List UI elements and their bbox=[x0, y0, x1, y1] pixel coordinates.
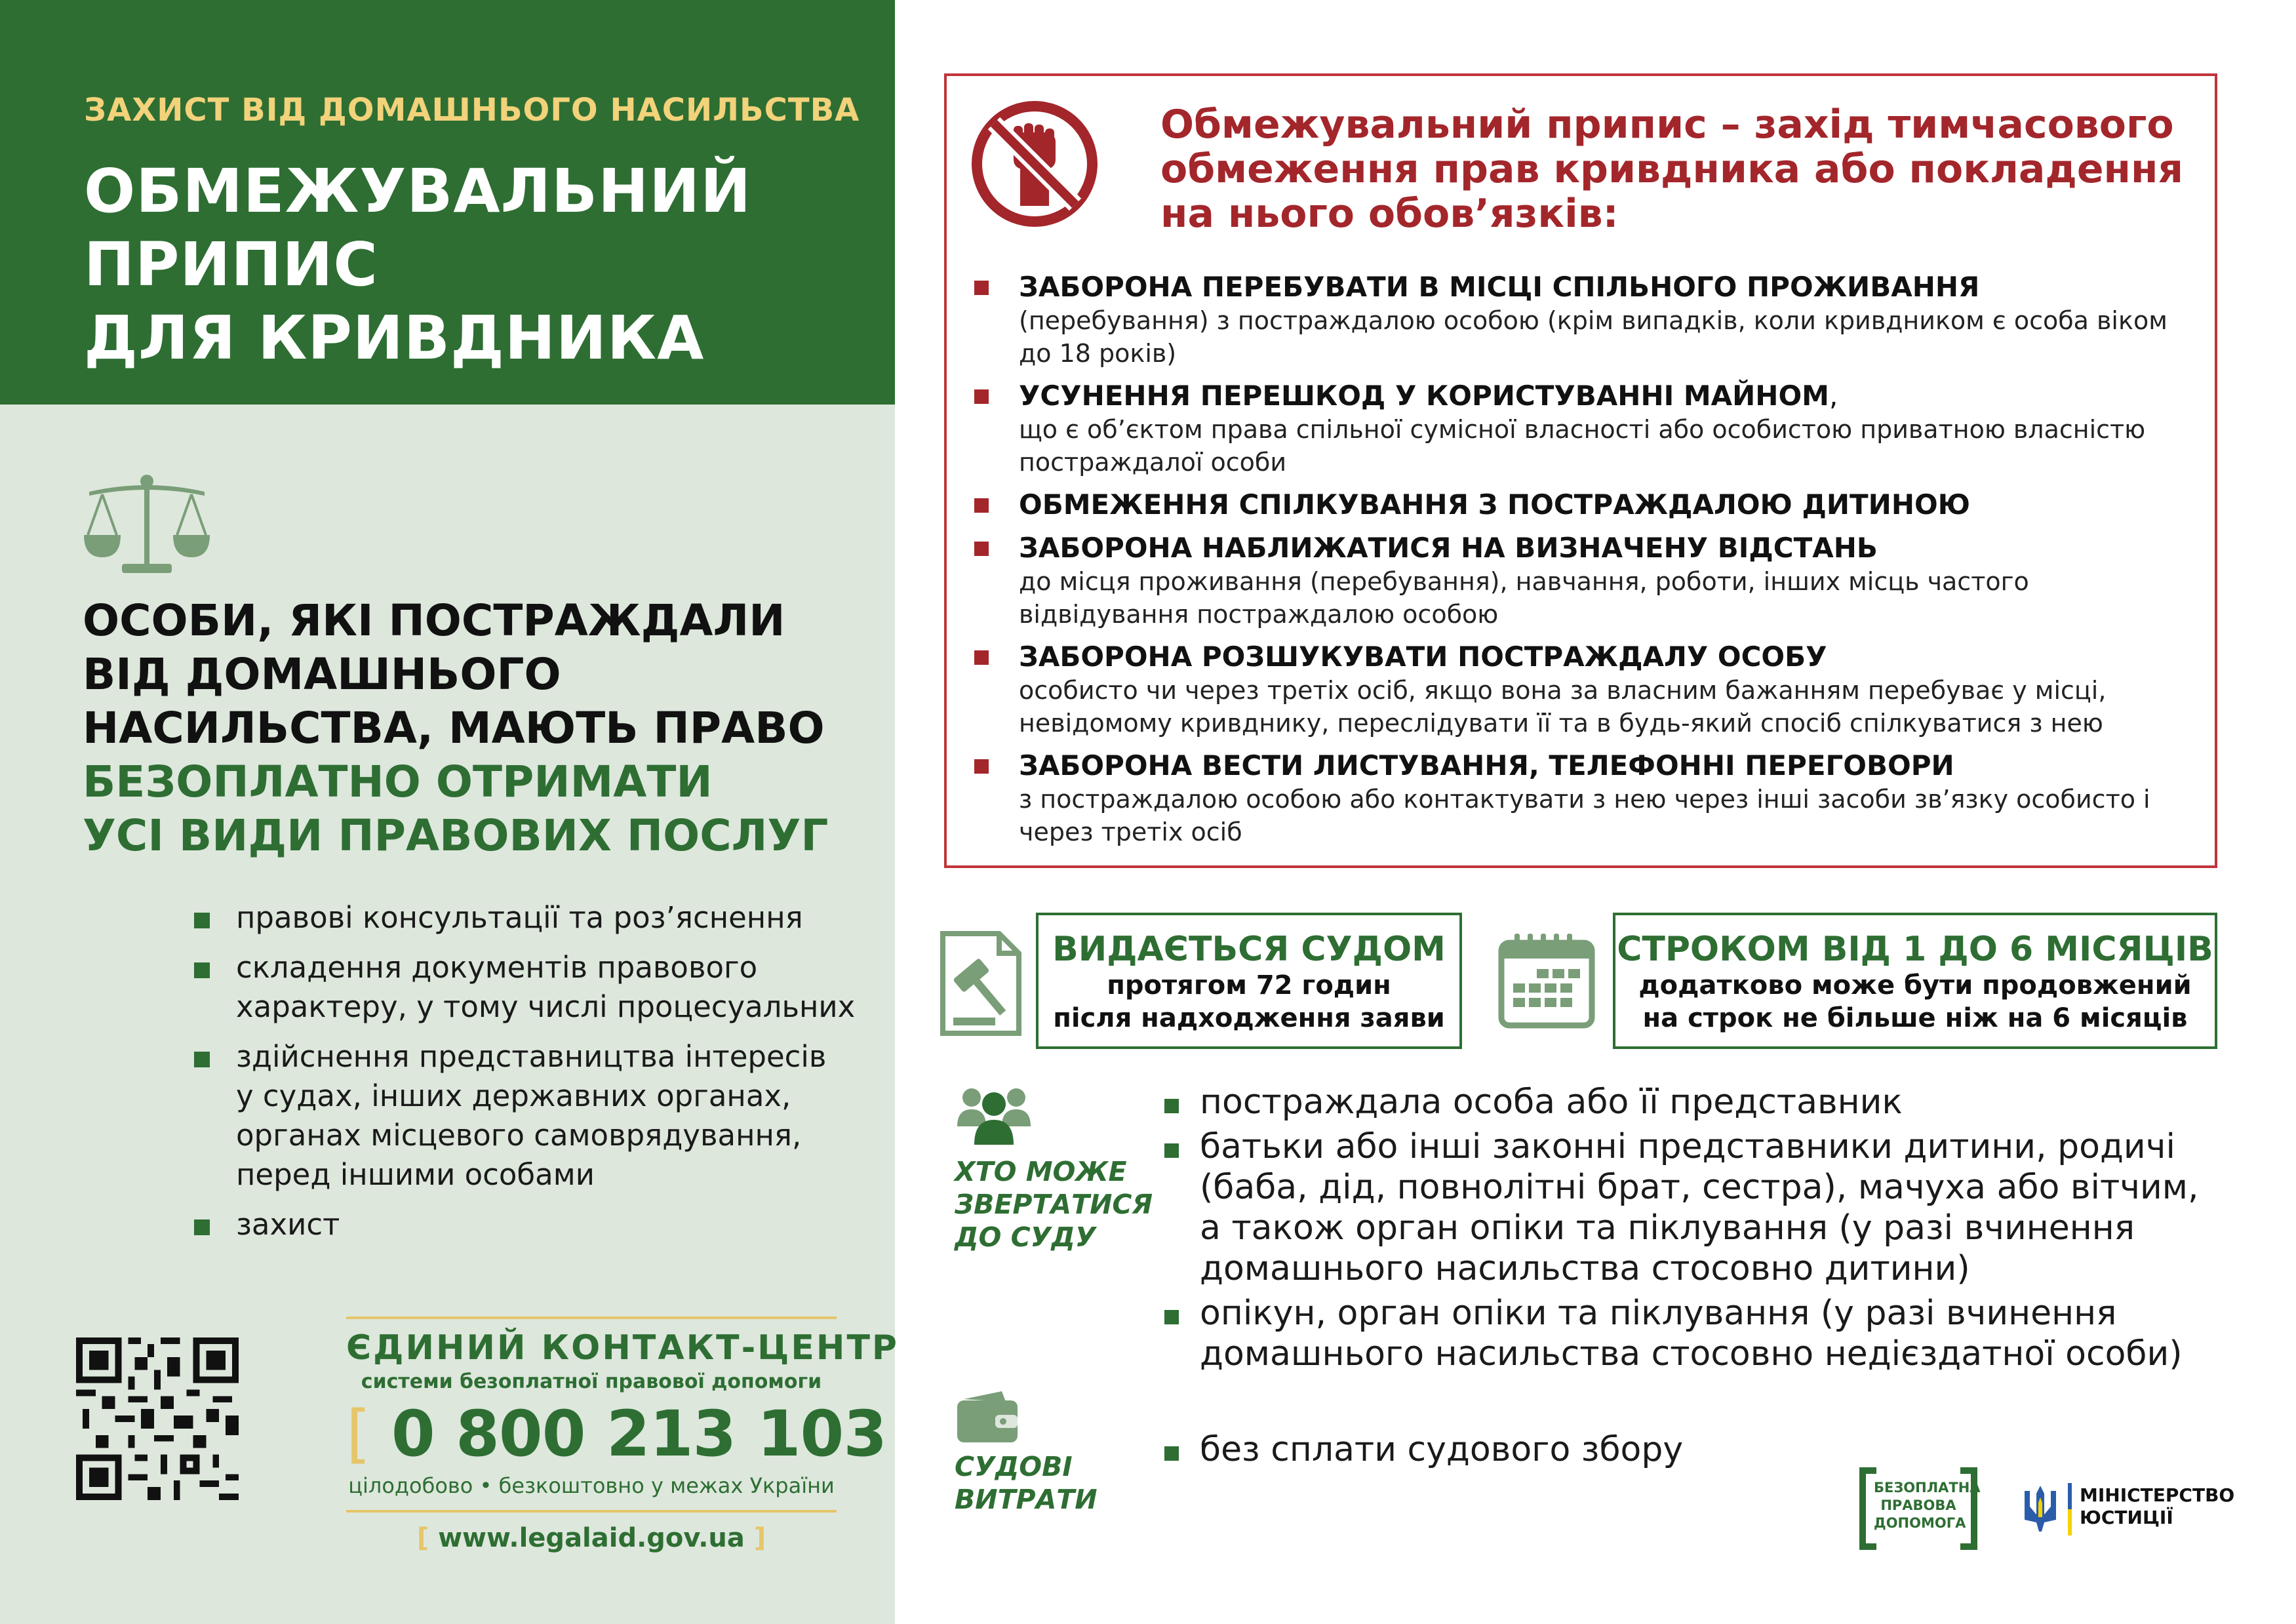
service-text: захист bbox=[236, 1207, 340, 1242]
label-line: ХТО МОЖЕ bbox=[955, 1156, 1127, 1187]
term-line: додатково може бути продовжений bbox=[1638, 970, 2192, 1000]
rights-line-highlight: УСІ ВИДИ ПРАВОВИХ ПОСЛУГ bbox=[83, 810, 829, 861]
restriction-title: УСУНЕННЯ ПЕРЕШКОД У КОРИСТУВАННІ МАЙНОМ bbox=[1019, 380, 1829, 412]
list-text: домашнього насильства стосовно дитини) bbox=[1200, 1249, 1970, 1288]
who-may-apply-list bbox=[1164, 1082, 2199, 1378]
restriction-title: ЗАБОРОНА РОЗШУКУВАТИ ПОСТРАЖДАЛУ ОСОБУ bbox=[1019, 641, 1827, 673]
logo-text bbox=[2080, 1484, 2234, 1529]
kicker: ЗАХИСТ ВІД ДОМАШНЬОГО НАСИЛЬСТВА bbox=[84, 92, 860, 129]
logo-line: ЮСТИЦІЇ bbox=[2080, 1507, 2173, 1528]
restriction-title-suffix: , bbox=[1829, 380, 1838, 412]
list-item bbox=[194, 1037, 855, 1195]
restriction-desc: що є об’єктом права спільної сумісної власності або особистою приватною власністю bbox=[1019, 415, 2146, 444]
heading-line: на нього обов’язків: bbox=[1160, 191, 1619, 237]
list-item bbox=[970, 488, 2167, 522]
restriction-title: ЗАБОРОНА ВЕСТИ ЛИСТУВАННЯ, ТЕЛЕФОННІ ПЕРЕГОВОРИ bbox=[1019, 749, 1954, 782]
court-issue-box bbox=[1036, 913, 1462, 1049]
list-item: без сплати судового збору bbox=[1164, 1429, 1683, 1470]
service-text: органах місцевого самоврядування, bbox=[236, 1118, 802, 1153]
restriction-desc: невідомому кривднику, переслідувати її та в будь-який спосіб спілкуватися з нею bbox=[1019, 709, 2103, 738]
header-banner bbox=[0, 0, 895, 405]
prohibited-fist-icon bbox=[970, 100, 1099, 228]
restriction-title: ЗАБОРОНА ПЕРЕБУВАТИ В МІСЦІ СПІЛЬНОГО ПРОЖИВАННЯ bbox=[1019, 271, 1980, 303]
scales-icon bbox=[83, 472, 210, 577]
title-line: ДЛЯ КРИВДНИКА bbox=[84, 303, 705, 373]
calendar-icon bbox=[1497, 931, 1596, 1029]
list-text: батьки або інші законні представники дитини, родичі bbox=[1200, 1127, 2175, 1166]
list-item bbox=[194, 1205, 855, 1244]
list-item bbox=[1164, 1082, 2199, 1122]
logo-line: МІНІСТЕРСТВО bbox=[2080, 1484, 2235, 1506]
services-list bbox=[194, 898, 855, 1255]
service-text: правові консультації та роз’яснення bbox=[236, 900, 803, 935]
page-title bbox=[84, 155, 751, 375]
ministry-of-justice-logo bbox=[2022, 1475, 2235, 1541]
list-text: домашнього насильства стосовно недієздатної особи) bbox=[1200, 1334, 2183, 1374]
list-item bbox=[970, 270, 2167, 370]
service-text: перед іншими особами bbox=[236, 1157, 595, 1192]
legal-aid-logo bbox=[1859, 1467, 1981, 1550]
website-url[interactable]: www.legalaid.gov.ua bbox=[438, 1523, 745, 1553]
contact-center bbox=[346, 1317, 900, 1553]
restrictive-order-box bbox=[944, 73, 2217, 868]
rights-statement bbox=[83, 594, 828, 863]
court-heading: ВИДАЄТЬСЯ СУДОМ bbox=[1052, 930, 1446, 969]
restriction-desc: постраждалої особи bbox=[1019, 448, 1287, 477]
website-link[interactable] bbox=[346, 1523, 837, 1553]
divider bbox=[346, 1317, 837, 1319]
list-text: а також орган опіки та піклування (у разі вчинення bbox=[1200, 1208, 2135, 1248]
label-line: ДО СУДУ bbox=[955, 1221, 1096, 1253]
service-text: у судах, інших державних органах, bbox=[236, 1079, 791, 1113]
logo-line: БЕЗОПЛАТНА bbox=[1874, 1480, 1981, 1495]
label-line: СУДОВІ bbox=[955, 1451, 1073, 1482]
restriction-desc: (перебування) з постраждалою особою (крім випадків, коли кривдником є особа віком bbox=[1019, 306, 2167, 335]
list-item bbox=[970, 379, 2167, 479]
court-line: після надходження заяви bbox=[1053, 1003, 1445, 1033]
order-heading bbox=[1160, 102, 2183, 236]
people-group-icon bbox=[955, 1080, 1033, 1146]
service-text: здійснення представництва інтересів bbox=[236, 1039, 827, 1074]
qr-code-icon[interactable] bbox=[76, 1337, 239, 1500]
term-heading: СТРОКОМ ВІД 1 ДО 6 МІСЯЦІВ bbox=[1617, 930, 2213, 969]
restriction-desc: особисто чи через третіх осіб, якщо вона за власним бажанням перебуває у місці, bbox=[1019, 676, 2107, 705]
restriction-title: ОБМЕЖЕННЯ СПІЛКУВАННЯ З ПОСТРАЖДАЛОЮ ДИТИНОЮ bbox=[1019, 488, 1970, 521]
service-text: характеру, у тому числі процесуальних bbox=[236, 989, 856, 1024]
list-item bbox=[970, 531, 2167, 631]
restriction-desc: через третіх осіб bbox=[1019, 818, 1242, 846]
list-text: постраждала особа або її представник bbox=[1200, 1082, 1903, 1122]
restrictions-list bbox=[970, 270, 2167, 858]
term-line: на строк не більше ніж на 6 місяців bbox=[1642, 1003, 2188, 1033]
bracket-right bbox=[1960, 1467, 1977, 1550]
list-text: (баба, дід, повнолітні брат, сестра), мачуха або вітчим, bbox=[1200, 1168, 2199, 1207]
rights-line: ВІД ДОМАШНЬОГО bbox=[83, 649, 561, 700]
heading-line: Обмежувальний припис – захід тимчасового bbox=[1160, 102, 2174, 148]
label-line: ВИТРАТИ bbox=[955, 1484, 1098, 1515]
list-text: опікун, орган опіки та піклування (у разі вчинення bbox=[1200, 1294, 2117, 1333]
logo-line: ДОПОМОГА bbox=[1874, 1515, 1966, 1531]
list-item bbox=[970, 640, 2167, 740]
contact-title: ЄДИНИЙ КОНТАКТ-ЦЕНТР bbox=[346, 1328, 900, 1368]
service-text: складення документів правового bbox=[236, 950, 758, 985]
list-item bbox=[194, 948, 855, 1027]
bracket-mark: [ bbox=[346, 1397, 370, 1471]
bracket-mark: [ bbox=[416, 1523, 429, 1553]
list-item bbox=[1164, 1126, 2199, 1289]
heading-line: обмеження прав кривдника або покладення bbox=[1160, 146, 2183, 192]
phone-number[interactable]: 0 800 213 103 bbox=[391, 1397, 887, 1471]
restriction-desc: з постраждалою особою або контактувати з нею через інші засоби зв’язку особисто і bbox=[1019, 785, 2150, 814]
list-item bbox=[970, 749, 2167, 848]
logo-line: ПРАВОВА bbox=[1880, 1497, 1956, 1513]
rights-line-highlight: БЕЗОПЛАТНО ОТРИМАТИ bbox=[83, 757, 713, 807]
rights-line: НАСИЛЬСТВА, МАЮТЬ ПРАВО bbox=[83, 703, 825, 753]
bracket-mark: ] bbox=[753, 1523, 766, 1553]
list-item bbox=[194, 898, 855, 938]
rights-line: ОСОБИ, ЯКІ ПОСТРАЖДАЛИ bbox=[83, 595, 785, 646]
who-may-apply-label bbox=[955, 1155, 1153, 1254]
restriction-title: ЗАБОРОНА НАБЛИЖАТИСЯ НА ВИЗНАЧЕНУ ВІДСТАНЬ bbox=[1019, 532, 1878, 564]
list-item bbox=[1164, 1293, 2199, 1374]
document-gavel-icon bbox=[939, 931, 1023, 1036]
title-line: ОБМЕЖУВАЛЬНИЙ bbox=[84, 156, 752, 226]
phone-note: цілодобово • безкоштовно у межах України bbox=[348, 1473, 835, 1498]
wallet-icon bbox=[955, 1390, 1020, 1445]
restriction-desc: відвідування постраждалою особою bbox=[1019, 600, 1499, 629]
term-box bbox=[1613, 913, 2217, 1049]
trident-icon bbox=[2022, 1484, 2059, 1533]
title-line: ПРИПИС bbox=[84, 229, 378, 300]
label-line: ЗВЕРТАТИСЯ bbox=[955, 1189, 1153, 1220]
contact-subtitle: системи безоплатної правової допомоги bbox=[361, 1370, 822, 1393]
court-line: протягом 72 годин bbox=[1107, 970, 1391, 1000]
restriction-desc: до 18 років) bbox=[1019, 339, 1177, 368]
logo-text bbox=[1874, 1479, 1981, 1532]
restriction-title-row bbox=[1019, 379, 2167, 413]
court-costs-label bbox=[955, 1450, 1098, 1516]
divider bbox=[346, 1510, 837, 1513]
left-panel bbox=[0, 0, 900, 1624]
court-costs-list bbox=[1164, 1429, 1683, 1470]
flag-stripe bbox=[2068, 1483, 2072, 1535]
phone-number-link[interactable] bbox=[346, 1397, 887, 1471]
restriction-desc: до місця проживання (перебування), навчання, роботи, інших місць частого bbox=[1019, 567, 2029, 596]
